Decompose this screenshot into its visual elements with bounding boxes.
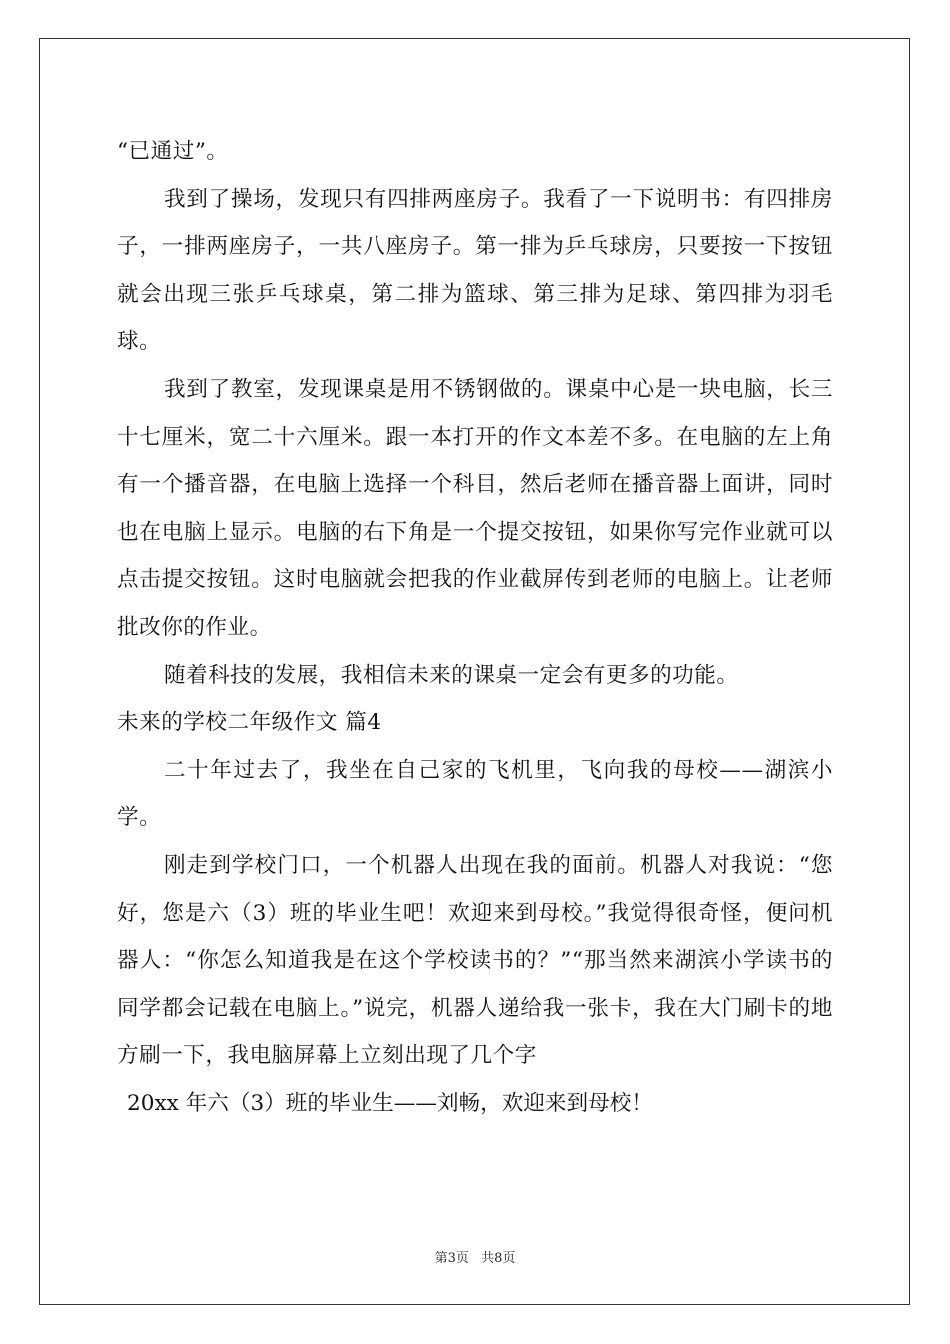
document-body bbox=[117, 128, 833, 1127]
paragraph: 刚走到学校门口，一个机器人出现在我的面前。机器人对我说：“您好，您是六（3）班的毕业生吧！欢迎来到母校。”我觉得很奇怪，便问机器人：“你怎么知道我是在这个学校读书的？”“那当然来湖滨小学读书的同学都会记载在电脑上。”说完，机器人递给我一张卡，我在大门刷卡的地方刷一下，我电脑屏幕上立刻出现了几个字 bbox=[117, 852, 833, 1069]
paragraph: 我到了操场，发现只有四排两座房子。我看了一下说明书：有四排房子，一排两座房子，一共八座房子。第一排为乒乓球房，只要按一下按钮就会出现三张乒乓球桌，第二排为篮球、第三排为足球、第四排为羽毛球。 bbox=[117, 186, 833, 355]
page-footer bbox=[0, 1247, 950, 1266]
page-number: 第3页 bbox=[434, 1251, 469, 1266]
section-heading: 未来的学校二年级作文 篇4 bbox=[117, 710, 382, 736]
paragraph: “已通过”。 bbox=[117, 139, 229, 164]
paragraph: 我到了教室，发现课桌是用不锈钢做的。课桌中心是一块电脑，长三十七厘米，宽二十六厘米。跟一本打开的作文本差不多。在电脑的左上角有一个播音器，在电脑上选择一个科目，然后老师在播音器上面讲，同时也在电脑上显示。电脑的右下角是一个提交按钮，如果你写完作业就可以点击提交按钮。这时电脑就会把我的作业截屏传到老师的电脑上。让老师批改你的作业。 bbox=[117, 376, 833, 640]
closing-line: 20xx 年六（3）班的毕业生——刘畅，欢迎来到母校！ bbox=[127, 1090, 653, 1116]
paragraph: 随着科技的发展，我相信未来的课桌一定会有更多的功能。 bbox=[164, 662, 739, 688]
page-total: 共8页 bbox=[481, 1251, 516, 1266]
paragraph: 二十年过去了，我坐在自己家的飞机里，飞向我的母校——湖滨小学。 bbox=[117, 757, 833, 831]
